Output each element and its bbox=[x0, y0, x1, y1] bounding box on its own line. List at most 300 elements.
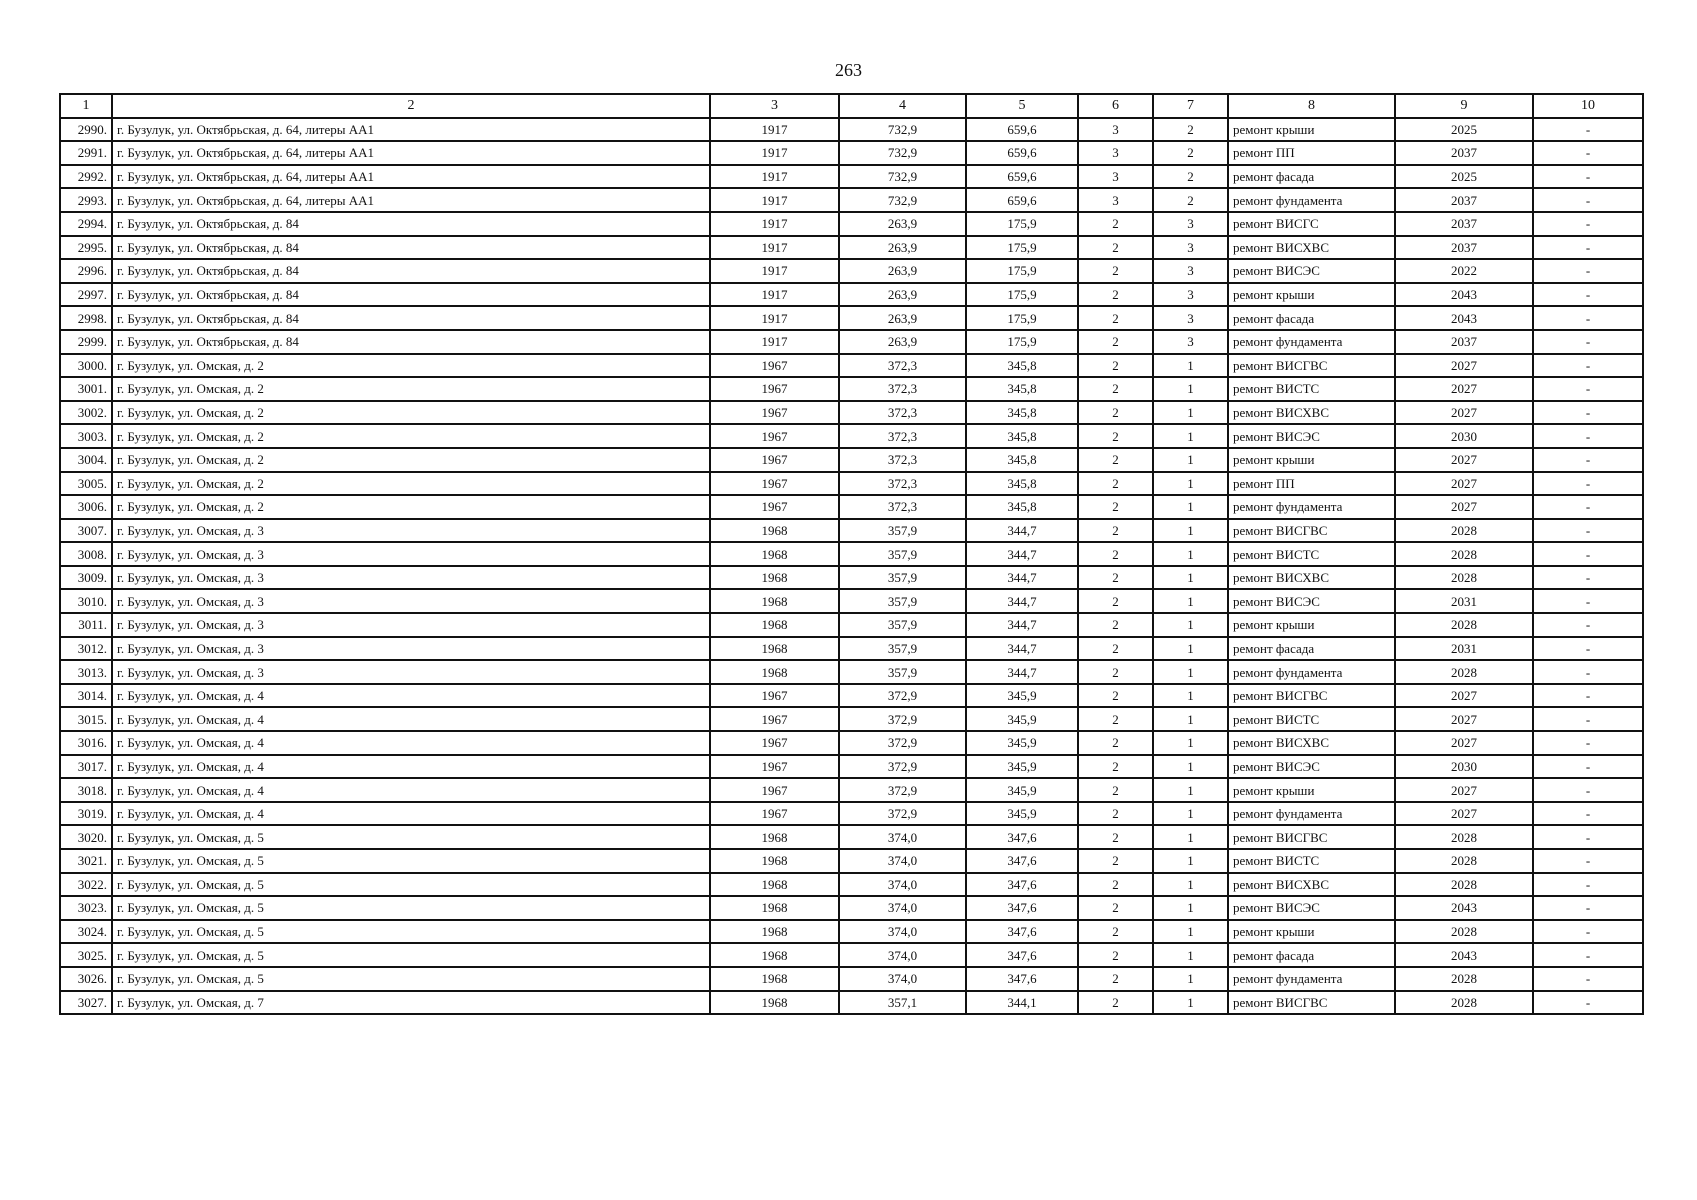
floors-cell: 2 bbox=[1078, 613, 1153, 637]
entrances-cell: 1 bbox=[1153, 849, 1228, 873]
address-cell: г. Бузулук, ул. Омская, д. 5 bbox=[112, 896, 710, 920]
work-type-cell: ремонт фасада bbox=[1228, 306, 1395, 330]
floors-cell: 2 bbox=[1078, 873, 1153, 897]
note-cell: - bbox=[1533, 660, 1643, 684]
note-cell: - bbox=[1533, 778, 1643, 802]
address-cell: г. Бузулук, ул. Омская, д. 2 bbox=[112, 448, 710, 472]
living-area-cell: 175,9 bbox=[966, 236, 1078, 260]
build-year-cell: 1917 bbox=[710, 118, 839, 142]
floors-cell: 2 bbox=[1078, 354, 1153, 378]
work-type-cell: ремонт фундамента bbox=[1228, 660, 1395, 684]
note-cell: - bbox=[1533, 967, 1643, 991]
planned-year-cell: 2027 bbox=[1395, 377, 1533, 401]
planned-year-cell: 2027 bbox=[1395, 472, 1533, 496]
total-area-cell: 372,9 bbox=[839, 684, 966, 708]
address-cell: г. Бузулук, ул. Омская, д. 4 bbox=[112, 731, 710, 755]
address-cell: г. Бузулук, ул. Октябрьская, д. 64, литеры АА1 bbox=[112, 188, 710, 212]
floors-cell: 2 bbox=[1078, 236, 1153, 260]
build-year-cell: 1968 bbox=[710, 660, 839, 684]
table-row bbox=[60, 424, 1643, 448]
build-year-cell: 1967 bbox=[710, 495, 839, 519]
build-year-cell: 1917 bbox=[710, 306, 839, 330]
work-type-cell: ремонт ВИСТС bbox=[1228, 377, 1395, 401]
table-row bbox=[60, 943, 1643, 967]
row-number-cell: 3010. bbox=[60, 589, 112, 613]
page-number: 263 bbox=[835, 60, 862, 80]
row-number-cell: 3021. bbox=[60, 849, 112, 873]
entrances-cell: 1 bbox=[1153, 802, 1228, 826]
entrances-cell: 1 bbox=[1153, 991, 1228, 1015]
planned-year-cell: 2028 bbox=[1395, 849, 1533, 873]
living-area-cell: 345,8 bbox=[966, 401, 1078, 425]
total-area-cell: 372,3 bbox=[839, 354, 966, 378]
entrances-cell: 3 bbox=[1153, 306, 1228, 330]
note-cell: - bbox=[1533, 236, 1643, 260]
col-header-year: 3 bbox=[710, 94, 839, 118]
floors-cell: 2 bbox=[1078, 259, 1153, 283]
entrances-cell: 1 bbox=[1153, 401, 1228, 425]
table-row bbox=[60, 283, 1643, 307]
entrances-cell: 3 bbox=[1153, 259, 1228, 283]
build-year-cell: 1967 bbox=[710, 778, 839, 802]
floors-cell: 3 bbox=[1078, 141, 1153, 165]
living-area-cell: 345,9 bbox=[966, 684, 1078, 708]
address-cell: г. Бузулук, ул. Октябрьская, д. 84 bbox=[112, 330, 710, 354]
work-type-cell: ремонт фасада bbox=[1228, 943, 1395, 967]
build-year-cell: 1967 bbox=[710, 731, 839, 755]
table-row bbox=[60, 354, 1643, 378]
entrances-cell: 1 bbox=[1153, 472, 1228, 496]
row-number-cell: 2994. bbox=[60, 212, 112, 236]
total-area-cell: 357,9 bbox=[839, 542, 966, 566]
work-type-cell: ремонт ВИСХВС bbox=[1228, 236, 1395, 260]
work-type-cell: ремонт крыши bbox=[1228, 118, 1395, 142]
work-type-cell: ремонт ВИСГВС bbox=[1228, 354, 1395, 378]
build-year-cell: 1967 bbox=[710, 448, 839, 472]
build-year-cell: 1917 bbox=[710, 141, 839, 165]
row-number-cell: 2995. bbox=[60, 236, 112, 260]
address-cell: г. Бузулук, ул. Омская, д. 3 bbox=[112, 589, 710, 613]
living-area-cell: 344,7 bbox=[966, 566, 1078, 590]
note-cell: - bbox=[1533, 920, 1643, 944]
floors-cell: 2 bbox=[1078, 495, 1153, 519]
planned-year-cell: 2028 bbox=[1395, 542, 1533, 566]
floors-cell: 2 bbox=[1078, 943, 1153, 967]
note-cell: - bbox=[1533, 613, 1643, 637]
planned-year-cell: 2025 bbox=[1395, 118, 1533, 142]
floors-cell: 2 bbox=[1078, 802, 1153, 826]
table-row bbox=[60, 236, 1643, 260]
address-cell: г. Бузулук, ул. Омская, д. 5 bbox=[112, 873, 710, 897]
living-area-cell: 659,6 bbox=[966, 118, 1078, 142]
planned-year-cell: 2037 bbox=[1395, 141, 1533, 165]
repair-schedule-table bbox=[59, 93, 1644, 1015]
address-cell: г. Бузулук, ул. Омская, д. 2 bbox=[112, 495, 710, 519]
table-row bbox=[60, 495, 1643, 519]
living-area-cell: 347,6 bbox=[966, 873, 1078, 897]
planned-year-cell: 2028 bbox=[1395, 613, 1533, 637]
entrances-cell: 2 bbox=[1153, 165, 1228, 189]
build-year-cell: 1917 bbox=[710, 283, 839, 307]
planned-year-cell: 2028 bbox=[1395, 566, 1533, 590]
row-number-cell: 3009. bbox=[60, 566, 112, 590]
build-year-cell: 1917 bbox=[710, 212, 839, 236]
note-cell: - bbox=[1533, 118, 1643, 142]
table-row bbox=[60, 519, 1643, 543]
entrances-cell: 2 bbox=[1153, 118, 1228, 142]
row-number-cell: 3006. bbox=[60, 495, 112, 519]
total-area-cell: 357,9 bbox=[839, 637, 966, 661]
address-cell: г. Бузулук, ул. Омская, д. 5 bbox=[112, 967, 710, 991]
address-cell: г. Бузулук, ул. Омская, д. 5 bbox=[112, 849, 710, 873]
living-area-cell: 345,8 bbox=[966, 495, 1078, 519]
table-row bbox=[60, 401, 1643, 425]
table-row bbox=[60, 589, 1643, 613]
work-type-cell: ремонт ВИСТС bbox=[1228, 707, 1395, 731]
living-area-cell: 347,6 bbox=[966, 967, 1078, 991]
note-cell: - bbox=[1533, 825, 1643, 849]
planned-year-cell: 2037 bbox=[1395, 188, 1533, 212]
living-area-cell: 345,9 bbox=[966, 707, 1078, 731]
work-type-cell: ремонт крыши bbox=[1228, 448, 1395, 472]
build-year-cell: 1917 bbox=[710, 330, 839, 354]
work-type-cell: ремонт фундамента bbox=[1228, 495, 1395, 519]
table-row bbox=[60, 330, 1643, 354]
planned-year-cell: 2028 bbox=[1395, 967, 1533, 991]
table-row bbox=[60, 849, 1643, 873]
row-number-cell: 3013. bbox=[60, 660, 112, 684]
build-year-cell: 1967 bbox=[710, 377, 839, 401]
table-row bbox=[60, 802, 1643, 826]
row-number-cell: 2993. bbox=[60, 188, 112, 212]
living-area-cell: 344,7 bbox=[966, 589, 1078, 613]
total-area-cell: 357,9 bbox=[839, 589, 966, 613]
total-area-cell: 263,9 bbox=[839, 283, 966, 307]
total-area-cell: 372,3 bbox=[839, 448, 966, 472]
total-area-cell: 357,1 bbox=[839, 991, 966, 1015]
total-area-cell: 263,9 bbox=[839, 236, 966, 260]
note-cell: - bbox=[1533, 637, 1643, 661]
entrances-cell: 1 bbox=[1153, 519, 1228, 543]
planned-year-cell: 2030 bbox=[1395, 424, 1533, 448]
row-number-cell: 3018. bbox=[60, 778, 112, 802]
row-number-cell: 3016. bbox=[60, 731, 112, 755]
living-area-cell: 344,7 bbox=[966, 613, 1078, 637]
col-header-area-living: 5 bbox=[966, 94, 1078, 118]
build-year-cell: 1968 bbox=[710, 967, 839, 991]
row-number-cell: 3015. bbox=[60, 707, 112, 731]
entrances-cell: 1 bbox=[1153, 943, 1228, 967]
living-area-cell: 175,9 bbox=[966, 330, 1078, 354]
total-area-cell: 372,9 bbox=[839, 778, 966, 802]
planned-year-cell: 2027 bbox=[1395, 354, 1533, 378]
living-area-cell: 175,9 bbox=[966, 212, 1078, 236]
build-year-cell: 1968 bbox=[710, 849, 839, 873]
build-year-cell: 1968 bbox=[710, 566, 839, 590]
table-header bbox=[60, 94, 1643, 118]
living-area-cell: 659,6 bbox=[966, 141, 1078, 165]
entrances-cell: 1 bbox=[1153, 377, 1228, 401]
entrances-cell: 3 bbox=[1153, 283, 1228, 307]
total-area-cell: 357,9 bbox=[839, 566, 966, 590]
address-cell: г. Бузулук, ул. Омская, д. 2 bbox=[112, 472, 710, 496]
work-type-cell: ремонт ВИСГВС bbox=[1228, 519, 1395, 543]
note-cell: - bbox=[1533, 377, 1643, 401]
build-year-cell: 1968 bbox=[710, 896, 839, 920]
note-cell: - bbox=[1533, 259, 1643, 283]
planned-year-cell: 2027 bbox=[1395, 448, 1533, 472]
living-area-cell: 347,6 bbox=[966, 896, 1078, 920]
note-cell: - bbox=[1533, 755, 1643, 779]
total-area-cell: 372,3 bbox=[839, 377, 966, 401]
entrances-cell: 1 bbox=[1153, 778, 1228, 802]
address-cell: г. Бузулук, ул. Омская, д. 5 bbox=[112, 920, 710, 944]
table-row bbox=[60, 566, 1643, 590]
planned-year-cell: 2031 bbox=[1395, 637, 1533, 661]
entrances-cell: 1 bbox=[1153, 637, 1228, 661]
floors-cell: 2 bbox=[1078, 755, 1153, 779]
address-cell: г. Бузулук, ул. Омская, д. 3 bbox=[112, 613, 710, 637]
table-row bbox=[60, 613, 1643, 637]
address-cell: г. Бузулук, ул. Октябрьская, д. 84 bbox=[112, 306, 710, 330]
living-area-cell: 345,9 bbox=[966, 731, 1078, 755]
row-number-cell: 3023. bbox=[60, 896, 112, 920]
work-type-cell: ремонт ВИСГВС bbox=[1228, 991, 1395, 1015]
total-area-cell: 374,0 bbox=[839, 849, 966, 873]
address-cell: г. Бузулук, ул. Омская, д. 3 bbox=[112, 566, 710, 590]
note-cell: - bbox=[1533, 188, 1643, 212]
work-type-cell: ремонт крыши bbox=[1228, 920, 1395, 944]
living-area-cell: 347,6 bbox=[966, 943, 1078, 967]
living-area-cell: 347,6 bbox=[966, 849, 1078, 873]
total-area-cell: 357,9 bbox=[839, 519, 966, 543]
total-area-cell: 263,9 bbox=[839, 330, 966, 354]
note-cell: - bbox=[1533, 448, 1643, 472]
address-cell: г. Бузулук, ул. Омская, д. 5 bbox=[112, 825, 710, 849]
address-cell: г. Бузулук, ул. Омская, д. 4 bbox=[112, 802, 710, 826]
floors-cell: 2 bbox=[1078, 448, 1153, 472]
note-cell: - bbox=[1533, 873, 1643, 897]
row-number-cell: 2992. bbox=[60, 165, 112, 189]
total-area-cell: 372,3 bbox=[839, 472, 966, 496]
total-area-cell: 372,9 bbox=[839, 755, 966, 779]
build-year-cell: 1917 bbox=[710, 236, 839, 260]
planned-year-cell: 2037 bbox=[1395, 330, 1533, 354]
row-number-cell: 3024. bbox=[60, 920, 112, 944]
living-area-cell: 345,8 bbox=[966, 424, 1078, 448]
work-type-cell: ремонт ВИСХВС bbox=[1228, 873, 1395, 897]
work-type-cell: ремонт ПП bbox=[1228, 141, 1395, 165]
planned-year-cell: 2027 bbox=[1395, 731, 1533, 755]
entrances-cell: 1 bbox=[1153, 967, 1228, 991]
table-row bbox=[60, 472, 1643, 496]
address-cell: г. Бузулук, ул. Омская, д. 7 bbox=[112, 991, 710, 1015]
table-row bbox=[60, 873, 1643, 897]
table-row bbox=[60, 755, 1643, 779]
work-type-cell: ремонт ВИСХВС bbox=[1228, 401, 1395, 425]
row-number-cell: 3000. bbox=[60, 354, 112, 378]
work-type-cell: ремонт ВИСЭС bbox=[1228, 755, 1395, 779]
total-area-cell: 374,0 bbox=[839, 825, 966, 849]
note-cell: - bbox=[1533, 731, 1643, 755]
row-number-cell: 2991. bbox=[60, 141, 112, 165]
build-year-cell: 1968 bbox=[710, 991, 839, 1015]
work-type-cell: ремонт фундамента bbox=[1228, 802, 1395, 826]
table-row bbox=[60, 967, 1643, 991]
floors-cell: 2 bbox=[1078, 684, 1153, 708]
floors-cell: 2 bbox=[1078, 519, 1153, 543]
entrances-cell: 1 bbox=[1153, 613, 1228, 637]
total-area-cell: 372,9 bbox=[839, 802, 966, 826]
floors-cell: 2 bbox=[1078, 778, 1153, 802]
living-area-cell: 345,9 bbox=[966, 802, 1078, 826]
row-number-cell: 3002. bbox=[60, 401, 112, 425]
address-cell: г. Бузулук, ул. Омская, д. 3 bbox=[112, 660, 710, 684]
planned-year-cell: 2027 bbox=[1395, 778, 1533, 802]
floors-cell: 2 bbox=[1078, 707, 1153, 731]
note-cell: - bbox=[1533, 354, 1643, 378]
note-cell: - bbox=[1533, 424, 1643, 448]
total-area-cell: 732,9 bbox=[839, 165, 966, 189]
entrances-cell: 1 bbox=[1153, 920, 1228, 944]
table-row bbox=[60, 377, 1643, 401]
note-cell: - bbox=[1533, 802, 1643, 826]
work-type-cell: ремонт фундамента bbox=[1228, 330, 1395, 354]
planned-year-cell: 2027 bbox=[1395, 684, 1533, 708]
total-area-cell: 732,9 bbox=[839, 188, 966, 212]
planned-year-cell: 2022 bbox=[1395, 259, 1533, 283]
living-area-cell: 344,7 bbox=[966, 660, 1078, 684]
row-number-cell: 3019. bbox=[60, 802, 112, 826]
build-year-cell: 1917 bbox=[710, 188, 839, 212]
row-number-cell: 3001. bbox=[60, 377, 112, 401]
work-type-cell: ремонт крыши bbox=[1228, 778, 1395, 802]
entrances-cell: 1 bbox=[1153, 660, 1228, 684]
planned-year-cell: 2030 bbox=[1395, 755, 1533, 779]
build-year-cell: 1967 bbox=[710, 802, 839, 826]
floors-cell: 2 bbox=[1078, 637, 1153, 661]
work-type-cell: ремонт ВИСЭС bbox=[1228, 589, 1395, 613]
address-cell: г. Бузулук, ул. Октябрьская, д. 84 bbox=[112, 236, 710, 260]
table-row bbox=[60, 448, 1643, 472]
living-area-cell: 344,7 bbox=[966, 542, 1078, 566]
entrances-cell: 1 bbox=[1153, 873, 1228, 897]
build-year-cell: 1967 bbox=[710, 424, 839, 448]
build-year-cell: 1968 bbox=[710, 943, 839, 967]
table-row bbox=[60, 188, 1643, 212]
table-row bbox=[60, 259, 1643, 283]
planned-year-cell: 2037 bbox=[1395, 236, 1533, 260]
note-cell: - bbox=[1533, 896, 1643, 920]
planned-year-cell: 2027 bbox=[1395, 802, 1533, 826]
work-type-cell: ремонт ПП bbox=[1228, 472, 1395, 496]
table-row bbox=[60, 731, 1643, 755]
note-cell: - bbox=[1533, 542, 1643, 566]
row-number-cell: 3012. bbox=[60, 637, 112, 661]
floors-cell: 2 bbox=[1078, 401, 1153, 425]
row-number-cell: 2997. bbox=[60, 283, 112, 307]
address-cell: г. Бузулук, ул. Омская, д. 4 bbox=[112, 755, 710, 779]
floors-cell: 3 bbox=[1078, 165, 1153, 189]
table-row bbox=[60, 212, 1643, 236]
living-area-cell: 344,7 bbox=[966, 637, 1078, 661]
floors-cell: 2 bbox=[1078, 330, 1153, 354]
build-year-cell: 1968 bbox=[710, 613, 839, 637]
planned-year-cell: 2025 bbox=[1395, 165, 1533, 189]
table-row bbox=[60, 660, 1643, 684]
entrances-cell: 1 bbox=[1153, 566, 1228, 590]
living-area-cell: 347,6 bbox=[966, 825, 1078, 849]
total-area-cell: 263,9 bbox=[839, 259, 966, 283]
floors-cell: 2 bbox=[1078, 424, 1153, 448]
work-type-cell: ремонт ВИСГС bbox=[1228, 212, 1395, 236]
living-area-cell: 345,9 bbox=[966, 755, 1078, 779]
total-area-cell: 372,9 bbox=[839, 707, 966, 731]
row-number-cell: 3025. bbox=[60, 943, 112, 967]
floors-cell: 2 bbox=[1078, 377, 1153, 401]
note-cell: - bbox=[1533, 330, 1643, 354]
planned-year-cell: 2028 bbox=[1395, 873, 1533, 897]
table-row bbox=[60, 684, 1643, 708]
work-type-cell: ремонт ВИСХВС bbox=[1228, 566, 1395, 590]
floors-cell: 3 bbox=[1078, 188, 1153, 212]
col-header-year-planned: 9 bbox=[1395, 94, 1533, 118]
work-type-cell: ремонт крыши bbox=[1228, 283, 1395, 307]
planned-year-cell: 2043 bbox=[1395, 283, 1533, 307]
build-year-cell: 1968 bbox=[710, 825, 839, 849]
total-area-cell: 357,9 bbox=[839, 660, 966, 684]
note-cell: - bbox=[1533, 472, 1643, 496]
planned-year-cell: 2028 bbox=[1395, 519, 1533, 543]
build-year-cell: 1968 bbox=[710, 519, 839, 543]
row-number-cell: 2998. bbox=[60, 306, 112, 330]
planned-year-cell: 2043 bbox=[1395, 896, 1533, 920]
header-row bbox=[60, 94, 1643, 118]
address-cell: г. Бузулук, ул. Омская, д. 4 bbox=[112, 707, 710, 731]
floors-cell: 2 bbox=[1078, 306, 1153, 330]
address-cell: г. Бузулук, ул. Омская, д. 3 bbox=[112, 519, 710, 543]
total-area-cell: 374,0 bbox=[839, 873, 966, 897]
note-cell: - bbox=[1533, 306, 1643, 330]
build-year-cell: 1917 bbox=[710, 165, 839, 189]
living-area-cell: 344,7 bbox=[966, 519, 1078, 543]
floors-cell: 2 bbox=[1078, 542, 1153, 566]
row-number-cell: 3004. bbox=[60, 448, 112, 472]
entrances-cell: 3 bbox=[1153, 212, 1228, 236]
living-area-cell: 345,9 bbox=[966, 778, 1078, 802]
table-row bbox=[60, 637, 1643, 661]
col-header-floors: 6 bbox=[1078, 94, 1153, 118]
table-row bbox=[60, 778, 1643, 802]
address-cell: г. Бузулук, ул. Октябрьская, д. 64, литеры АА1 bbox=[112, 165, 710, 189]
table-row bbox=[60, 896, 1643, 920]
note-cell: - bbox=[1533, 566, 1643, 590]
work-type-cell: ремонт ВИСТС bbox=[1228, 849, 1395, 873]
note-cell: - bbox=[1533, 589, 1643, 613]
table-row bbox=[60, 306, 1643, 330]
total-area-cell: 732,9 bbox=[839, 118, 966, 142]
row-number-cell: 2999. bbox=[60, 330, 112, 354]
living-area-cell: 345,8 bbox=[966, 354, 1078, 378]
address-cell: г. Бузулук, ул. Омская, д. 4 bbox=[112, 684, 710, 708]
total-area-cell: 263,9 bbox=[839, 306, 966, 330]
row-number-cell: 2996. bbox=[60, 259, 112, 283]
living-area-cell: 175,9 bbox=[966, 283, 1078, 307]
address-cell: г. Бузулук, ул. Омская, д. 2 bbox=[112, 377, 710, 401]
floors-cell: 2 bbox=[1078, 472, 1153, 496]
total-area-cell: 372,3 bbox=[839, 424, 966, 448]
build-year-cell: 1967 bbox=[710, 354, 839, 378]
